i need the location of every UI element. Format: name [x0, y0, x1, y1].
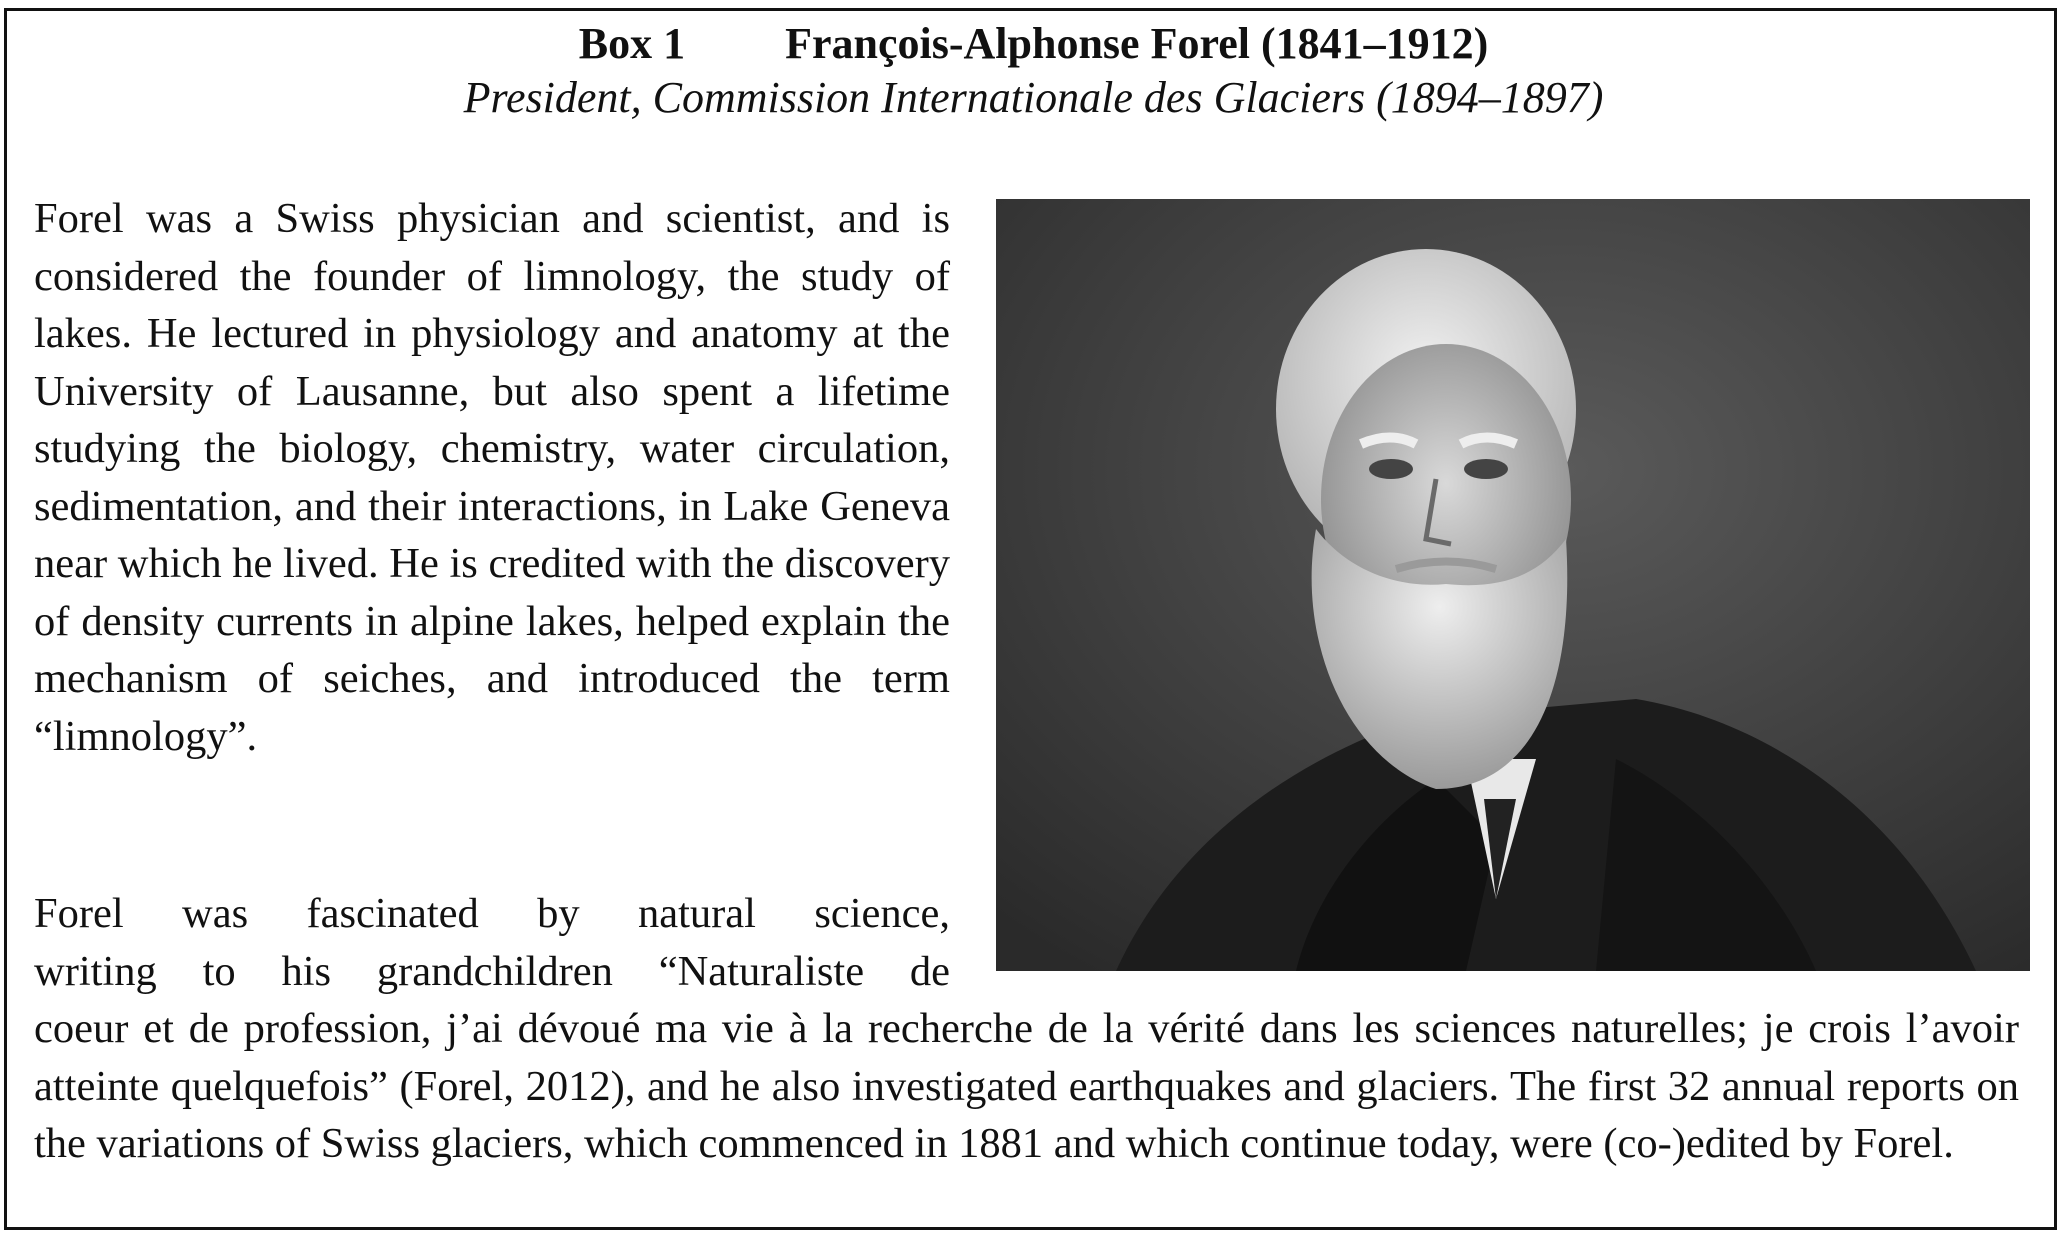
paragraph-intro: Forel was a Swiss physician and scientist, and is considered the founder of limnology, the study of lakes. He lectured in physiology and anatomy at the University of Lausanne, but also spent a lifetime studying the biology, chemistry, water circulation, sedimentation, and their interactions, in Lake Geneva near which he lived. He is credited with the discovery of density currents in alpine lakes, helped explain the mechanism of seiches, and introduced the term “limnology”. [34, 195, 950, 760]
box-label: Box 1 [578, 19, 686, 68]
box-title [0, 18, 2067, 70]
paragraph-second-rest: coeur et de profession, j’ai dévoué ma vie à la recherche de la vérité dans les sciences naturelles; je crois l’avoir atteinte quelquefois” (Forel, 2012), and he also investigated earthquakes and glaciers. The first 32 annual reports on the variations of Swiss glaciers, which commenced in 1881 and which continue today, were (co-)edited by Forel. [34, 1005, 2019, 1167]
paragraph-second-line-1: Forel was fascinated by natural science, [34, 890, 950, 937]
box-heading: François-Alphonse Forel (1841–1912) [785, 19, 1489, 68]
paragraph-second-line-2: writing to his grandchildren “Naturaliste de [34, 947, 950, 995]
paragraph-second-start [34, 885, 950, 1000]
portrait-photo [996, 199, 2030, 971]
box-subtitle: President, Commission Internationale des Glaciers (1894–1897) [463, 73, 1604, 122]
portrait-image [996, 199, 2030, 971]
